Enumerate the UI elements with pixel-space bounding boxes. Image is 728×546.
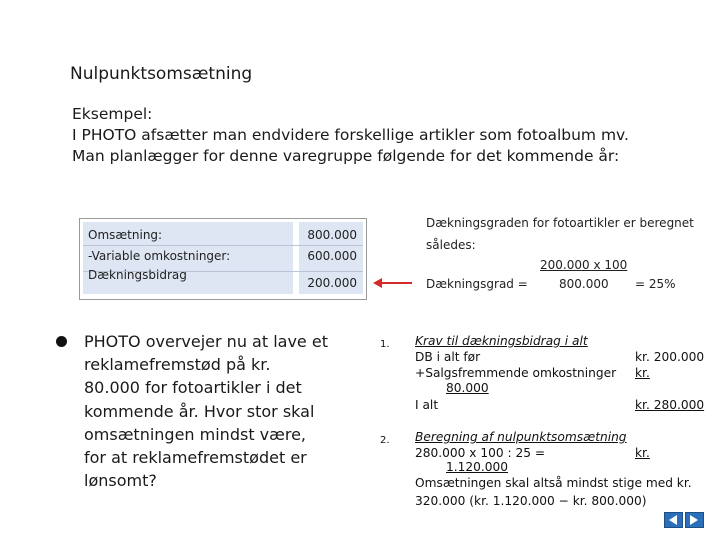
next-slide-button[interactable] <box>685 512 704 528</box>
previous-slide-button[interactable] <box>664 512 683 528</box>
coverage-text-line-2: således: <box>426 238 476 252</box>
list-number: 1. <box>380 339 390 350</box>
cost-label: +Salgsfremmende omkostninger <box>415 366 617 380</box>
cost-value-prefix: kr. <box>635 366 650 380</box>
intro-line-1: Eksempel: <box>72 105 153 123</box>
item2-heading: Beregning af nulpunktsomsætning <box>415 430 627 444</box>
total-label: I alt <box>415 398 439 412</box>
bullet-icon <box>56 336 67 347</box>
intro-line-2: I PHOTO afsætter man endvidere forskellige artikler som fotoalbum mv. <box>72 126 629 144</box>
previous-icon <box>669 515 678 525</box>
coverage-denominator: 800.000 <box>559 277 609 291</box>
budget-row-value: 800.000 <box>307 228 357 242</box>
coverage-result: = 25% <box>635 277 676 291</box>
table-divider <box>83 245 363 246</box>
conclusion-line-1: Omsætningen skal altså mindst stige med kr. <box>415 476 692 490</box>
intro-text <box>72 104 629 167</box>
next-icon <box>690 515 699 525</box>
budget-row-label: Omsætning: <box>88 228 163 242</box>
budget-table <box>79 218 367 300</box>
item1-heading: Krav til dækningsbidrag i alt <box>415 334 588 348</box>
solution-list <box>336 329 708 509</box>
total-value: kr. 280.000 <box>635 398 705 412</box>
question-text: PHOTO overvejer nu at lave et reklamefremstød på kr. 80.000 for fotoartikler i det kommende år. Hvor stor skal omsætningen mindst være, for at reklamefremstødet er lønsomt? <box>84 332 328 491</box>
slide-navigation <box>664 512 704 528</box>
budget-row-label: -Variable omkostninger: <box>88 249 231 263</box>
coverage-text-line-1: Dækningsgraden for fotoartikler er beregnet <box>426 216 694 230</box>
left-arrow-icon <box>372 275 414 291</box>
coverage-label: Dækningsgrad = <box>426 277 528 291</box>
slide-title: Nulpunktsomsætning <box>70 64 253 84</box>
cost-value: 80.000 <box>446 381 489 395</box>
budget-row-value: 200.000 <box>307 276 357 290</box>
calc-value: 1.120.000 <box>446 460 509 474</box>
intro-line-3: Man planlægger for denne varegruppe følgende for det kommende år: <box>72 147 620 165</box>
calc-label: 280.000 x 100 : 25 = <box>415 446 546 460</box>
list-number: 2. <box>380 435 390 446</box>
budget-row-label: Dækningsbidrag <box>88 268 187 282</box>
calc-value-prefix: kr. <box>635 446 650 460</box>
budget-row-value: 600.000 <box>307 249 357 263</box>
db-value: kr. 200.000 <box>635 350 705 364</box>
db-label: DB i alt før <box>415 350 481 364</box>
coverage-numerator: 200.000 x 100 <box>540 258 628 272</box>
conclusion-line-2: 320.000 (kr. 1.120.000 − kr. 800.000) <box>415 494 647 508</box>
